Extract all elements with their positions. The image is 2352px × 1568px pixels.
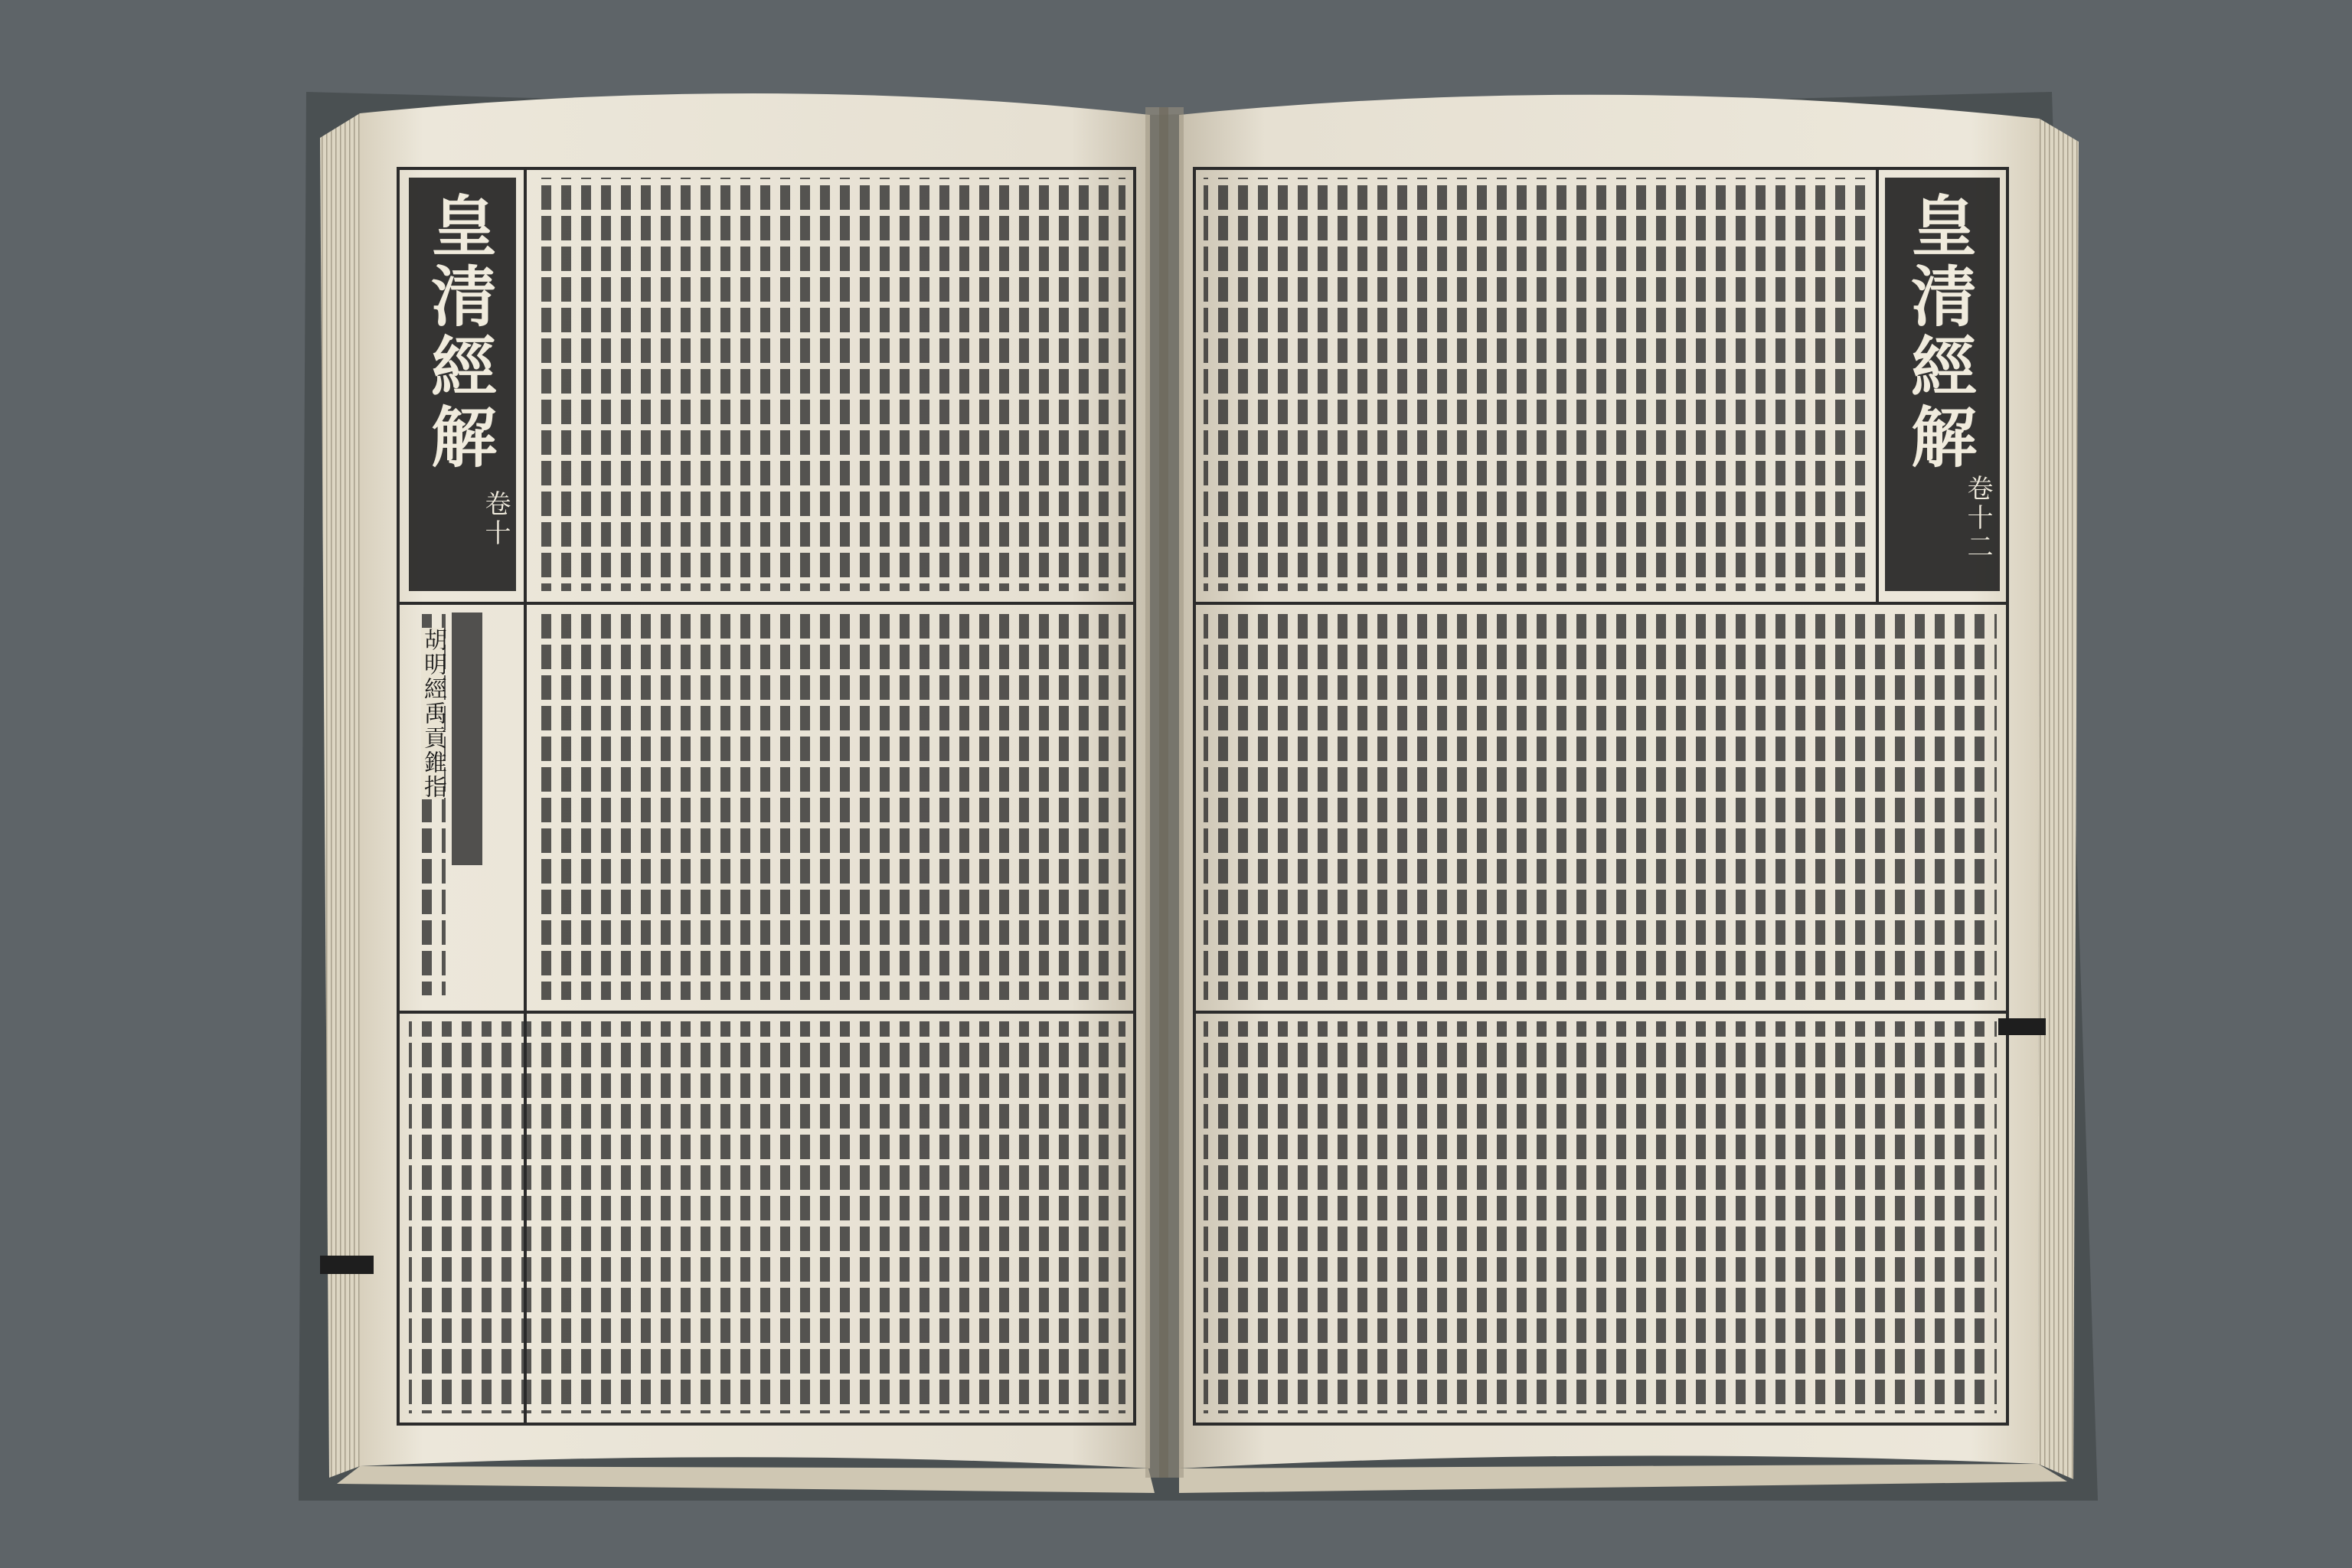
left-footer-label: 胡明經禹貢錐指 — [420, 628, 446, 799]
left-spine-title: 皇清經解 — [420, 191, 497, 473]
left-spine-volume: 卷十 — [480, 490, 511, 548]
right-spine-title: 皇清經解 — [1900, 191, 1977, 473]
right-spine-volume: 卷十二 — [1962, 475, 1993, 562]
